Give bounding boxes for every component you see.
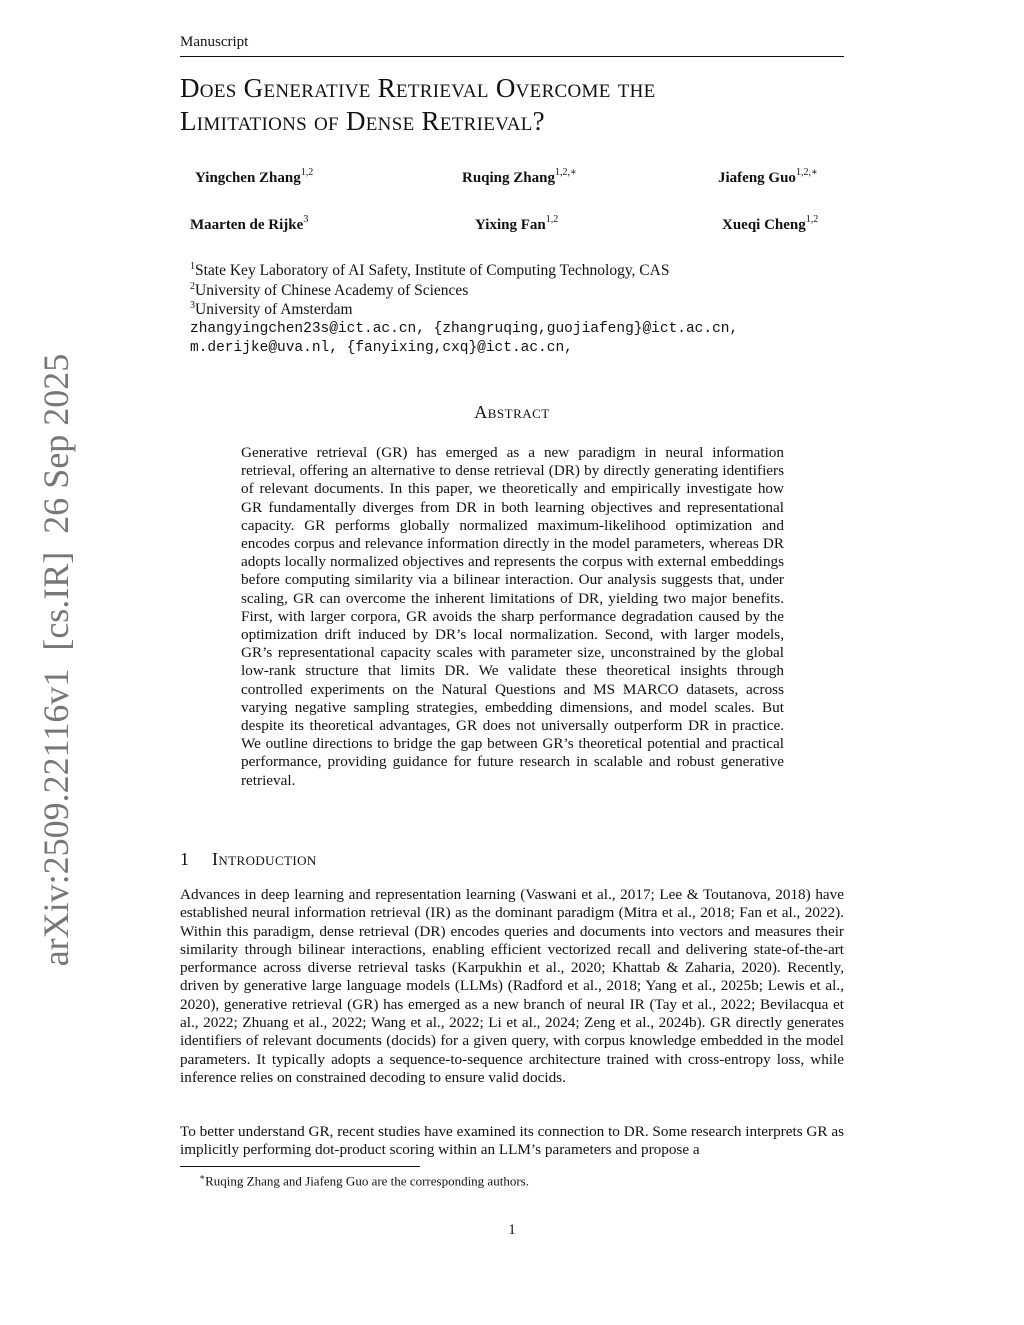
section-title: Introduction xyxy=(212,849,317,869)
affiliation-3: $^3$University of Amsterdam xyxy=(190,300,353,319)
intro-paragraph-1: Advances in deep learning and representation learning (Vaswani et al., 2017; Lee & Toutanova, 2018) have established neural information retrieval (IR) as the dominant paradigm (Mitra et al., 2018; Fan et al., 2022). Within this paradigm, dense retrieval (DR) encodes queries and documents into vectors and measures their similarity through bilinear interactions, enabling efficient vectorized recall and delivering state-of-the-art performance across diverse retrieval tasks (Karpukhin et al., 2020; Khattab & Zaharia, 2020). Recently, driven by generative large language models (LLMs) (Radford et al., 2018; Yang et al., 2025b; Lewis et al., 2020), generative retrieval (GR) has emerged as a new branch of neural IR (Tay et al., 2022; Bevilacqua et al., 2022; Zhuang et al., 2022; Wang et al., 2022; Li et al., 2024; Zeng et al., 2024b). GR directly generates identifiers of relevant documents (docids) for a given query, with corpus knowledge embedded in the model parameters. It typically adopts a sequence-to-sequence architecture trained with cross-entropy loss, while inference relies on constrained decoding to ensure valid docids. xyxy=(180,886,844,1086)
title-line-1: Does Generative Retrieval Overcome the xyxy=(180,73,656,103)
title-line-2: Limitations of Dense Retrieval? xyxy=(180,106,545,136)
author-jiafeng-guo: Jiafeng Guo$^{1,2,∗}$ xyxy=(718,167,818,186)
abstract-heading: Abstract xyxy=(474,402,550,422)
header-rule xyxy=(180,56,844,57)
intro-paragraph-2: To better understand GR, recent studies have examined its connection to DR. Some research interprets GR as implicitly performing dot-product scoring within an LLM’s parameters and propose a xyxy=(180,1123,844,1159)
arxiv-identifier-stamp[interactable]: arXiv:2509.22116v1 [cs.IR] 26 Sep 2025 xyxy=(36,353,76,967)
page-number: 1 xyxy=(508,1222,516,1238)
author-xueqi-cheng: Xueqi Cheng$^{1,2}$ xyxy=(722,214,819,233)
section-number: 1 xyxy=(180,849,190,869)
author-ruqing-zhang: Ruqing Zhang$^{1,2,∗}$ xyxy=(462,167,577,186)
email-line-2[interactable]: m.derijke@uva.nl, {fanyixing,cxq}@ict.ac.cn, xyxy=(190,340,573,356)
affiliation-1: $^1$State Key Laboratory of AI Safety, Institute of Computing Technology, CAS xyxy=(190,261,670,280)
author-maarten-de-rijke: Maarten de Rijke$^3$ xyxy=(190,214,309,233)
abstract-body: Generative retrieval (GR) has emerged as a new paradigm in neural information retrieval, offering an alternative to dense retrieval (DR) by directly generating identifiers of relevant documents. In this paper, we theoretically and empirically investigate how GR fundamentally diverges from DR in both learning objectives and representational capacity. GR performs globally normalized maximum-likelihood optimization and encodes corpus and relevance information directly in the model parameters, whereas DR adopts locally normalized objectives and represents the corpus with external embeddings before computing similarity via a bilinear interaction. Our analysis suggests that, under scaling, GR can overcome the inherent limitations of DR, yielding two major benefits. First, with larger corpora, GR avoids the sharp performance degradation caused by the optimization drift induced by DR’s local normalization. Second, with larger models, GR’s representational capacity scales with parameter size, unconstrained by the global low-rank structure that limits DR. We validate these theoretical insights through controlled experiments on the Natural Questions and MS MARCO datasets, across varying negative sampling strategies, embedding dimensions, and model scales. But despite its theoretical advantages, GR does not universally outperform DR in practice. We outline directions to bridge the gap between GR’s theoretical potential and practical performance, providing guidance for future research in scalable and robust generative retrieval. xyxy=(241,444,784,789)
footnote: ∗Ruqing Zhang and Jiafeng Guo are the corresponding authors. xyxy=(199,1172,529,1189)
section-heading-introduction xyxy=(180,849,317,870)
author-yixing-fan: Yixing Fan$^{1,2}$ xyxy=(475,214,559,233)
email-line-1[interactable]: zhangyingchen23s@ict.ac.cn, {zhangruqing,guojiafeng}@ict.ac.cn, xyxy=(190,321,739,337)
paper-title xyxy=(180,72,860,138)
running-header: Manuscript xyxy=(180,34,249,50)
footnote-rule xyxy=(180,1166,420,1167)
author-yingchen-zhang: Yingchen Zhang$^{1,2}$ xyxy=(195,167,314,186)
affiliation-2: $^2$University of Chinese Academy of Sciences xyxy=(190,281,469,300)
